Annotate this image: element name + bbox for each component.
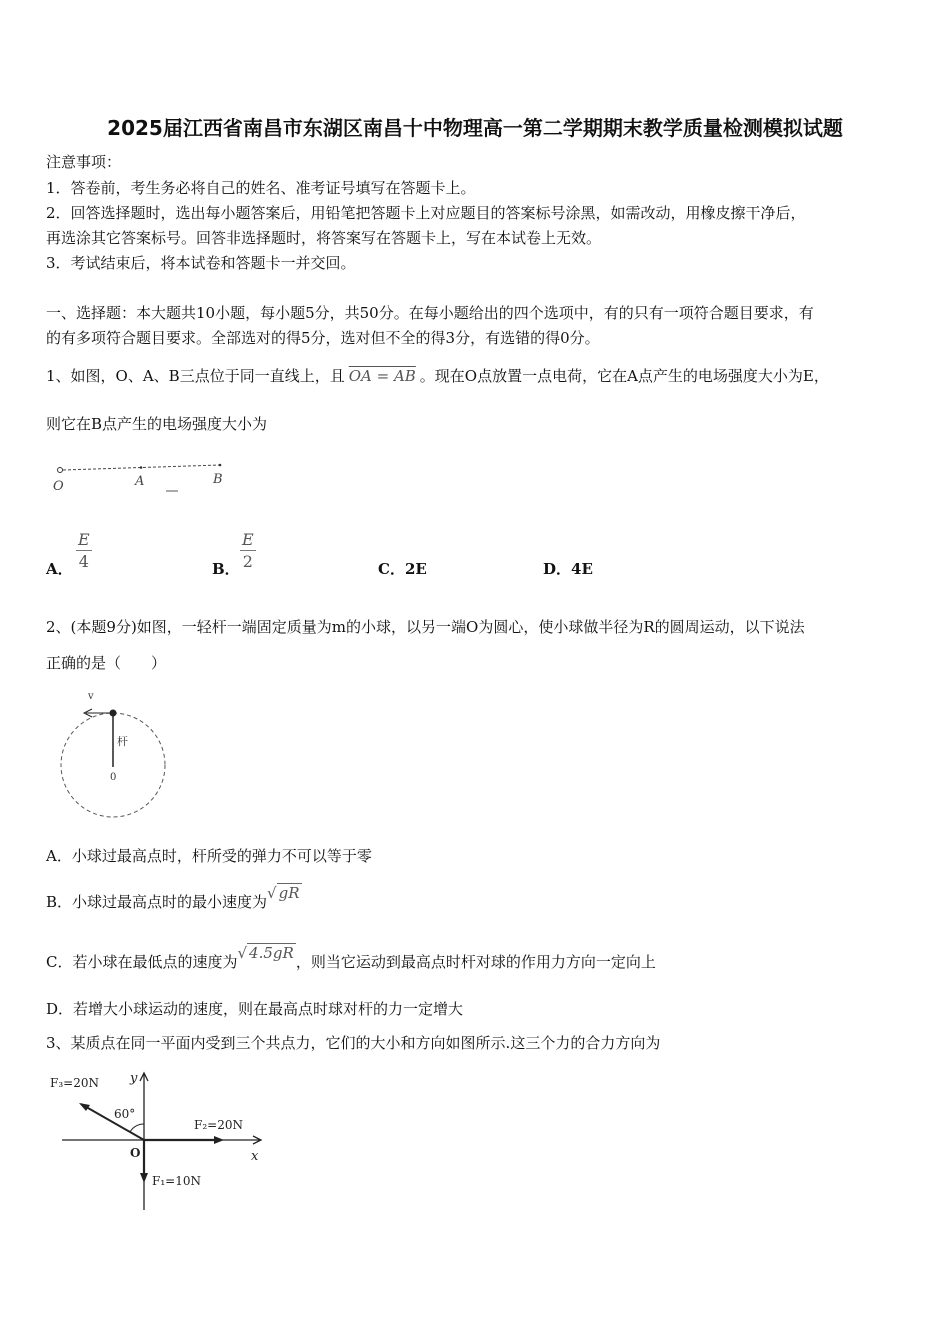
label-rod: 杆 bbox=[117, 735, 128, 748]
label-v: v bbox=[88, 691, 94, 702]
sqrt-gr: √ gR bbox=[267, 884, 300, 902]
question-1-text bbox=[46, 366, 829, 386]
notice-item: 1．答卷前，考生务必将自己的姓名、准考证号填写在答题卡上。 bbox=[46, 179, 476, 197]
option-c-label: C． bbox=[378, 560, 405, 578]
section-intro: 的有多项符合题目要求。全部选对的得5分，选对但不全的得3分，有选错的得0分。 bbox=[46, 329, 600, 347]
label-y-axis: y bbox=[130, 1071, 138, 1086]
question-3-line1: 3、某质点在同一平面内受到三个共点力，它们的大小和方向如图所示.这三个力的合力方向为 bbox=[46, 1034, 661, 1052]
label-a: A bbox=[135, 474, 145, 489]
question-2-line1: 2、(本题9分)如图，一轻杆一端固定质量为m的小球，以另一端O为圆心，使小球做半径为R的圆周运动，以下说法 bbox=[46, 618, 805, 636]
radicand: 4.5gR bbox=[249, 944, 294, 962]
radicand: gR bbox=[278, 884, 300, 902]
fraction-numerator: E bbox=[242, 530, 254, 549]
sqrt-4-5gr: √ 4.5gR bbox=[237, 944, 294, 962]
fraction-numerator: E bbox=[78, 530, 90, 549]
fraction-denominator: 4 bbox=[78, 552, 89, 571]
q3-force-figure bbox=[46, 1068, 276, 1218]
label-f3: F₃=20N bbox=[50, 1076, 99, 1090]
option-a-label[interactable]: A． bbox=[46, 560, 73, 578]
q2-option-c[interactable] bbox=[46, 944, 656, 972]
q2-option-c-text: C．若小球在最低点的速度为 bbox=[46, 953, 238, 971]
q2-option-c-text-post: ，则当它运动到最高点时杆对球的作用力方向一定向上 bbox=[295, 953, 656, 971]
question-1-text-b: 。现在O点放置一点电荷，它在A点产生的电场强度大小为E， bbox=[419, 367, 829, 385]
question-1-text-a: 1、如图，O、A、B三点位于同一直线上，且 bbox=[46, 367, 345, 385]
q2-option-d[interactable]: D．若增大小球运动的速度，则在最高点时球对杆的力一定增大 bbox=[46, 1000, 464, 1018]
fraction-denominator: 2 bbox=[242, 552, 253, 571]
option-d-label: D． bbox=[543, 560, 572, 578]
notice-item: 3．考试结束后，将本试卷和答题卡一并交回。 bbox=[46, 254, 356, 272]
label-angle: 60° bbox=[114, 1107, 136, 1121]
notice-item: 2．回答选择题时，选出每小题答案后，用铅笔把答题卡上对应题目的答案标号涂黑，如需改动，用橡皮擦干净后， bbox=[46, 204, 806, 222]
option-c[interactable] bbox=[378, 558, 427, 579]
label-o: O bbox=[53, 479, 64, 494]
notice-heading: 注意事项： bbox=[46, 153, 122, 171]
label-x-axis: x bbox=[251, 1149, 259, 1164]
question-1-text-c: 则它在B点产生的电场强度大小为 bbox=[46, 415, 268, 433]
q2-option-a[interactable]: A．小球过最高点时，杆所受的弹力不可以等于零 bbox=[46, 847, 372, 865]
page-title: 2025届江西省南昌市东湖区南昌十中物理高一第二学期期末教学质量检测模拟试题 bbox=[107, 116, 843, 140]
q1-line-figure bbox=[46, 455, 246, 500]
option-b-label[interactable]: B． bbox=[212, 560, 240, 578]
section-intro: 一、选择题：本大题共10小题，每小题5分，共50分。在每小题给出的四个选项中，有的只有一项符合题目要求，有 bbox=[46, 304, 814, 322]
option-d[interactable] bbox=[543, 558, 593, 579]
q2-circle-figure bbox=[58, 685, 173, 825]
option-b-fraction bbox=[240, 530, 256, 573]
label-b: B bbox=[213, 472, 223, 487]
label-f2: F₂=20N bbox=[194, 1118, 243, 1132]
q2-option-b-text: B．小球过最高点时的最小速度为 bbox=[46, 893, 268, 911]
question-2-line2: 正确的是（ ） bbox=[46, 654, 167, 672]
option-c-text: 2E bbox=[404, 560, 427, 578]
q2-option-b[interactable] bbox=[46, 884, 302, 912]
label-origin: O bbox=[130, 1146, 141, 1160]
option-d-text: 4E bbox=[571, 560, 593, 578]
label-f1: F₁=10N bbox=[152, 1174, 201, 1188]
notice-item: 再选涂其它答案标号。回答非选择题时，将答案写在答题卡上，写在本试卷上无效。 bbox=[46, 229, 602, 247]
option-a-fraction bbox=[76, 530, 92, 573]
label-center: 0 bbox=[110, 772, 117, 783]
oa-ab-formula: OA = AB bbox=[348, 367, 416, 385]
